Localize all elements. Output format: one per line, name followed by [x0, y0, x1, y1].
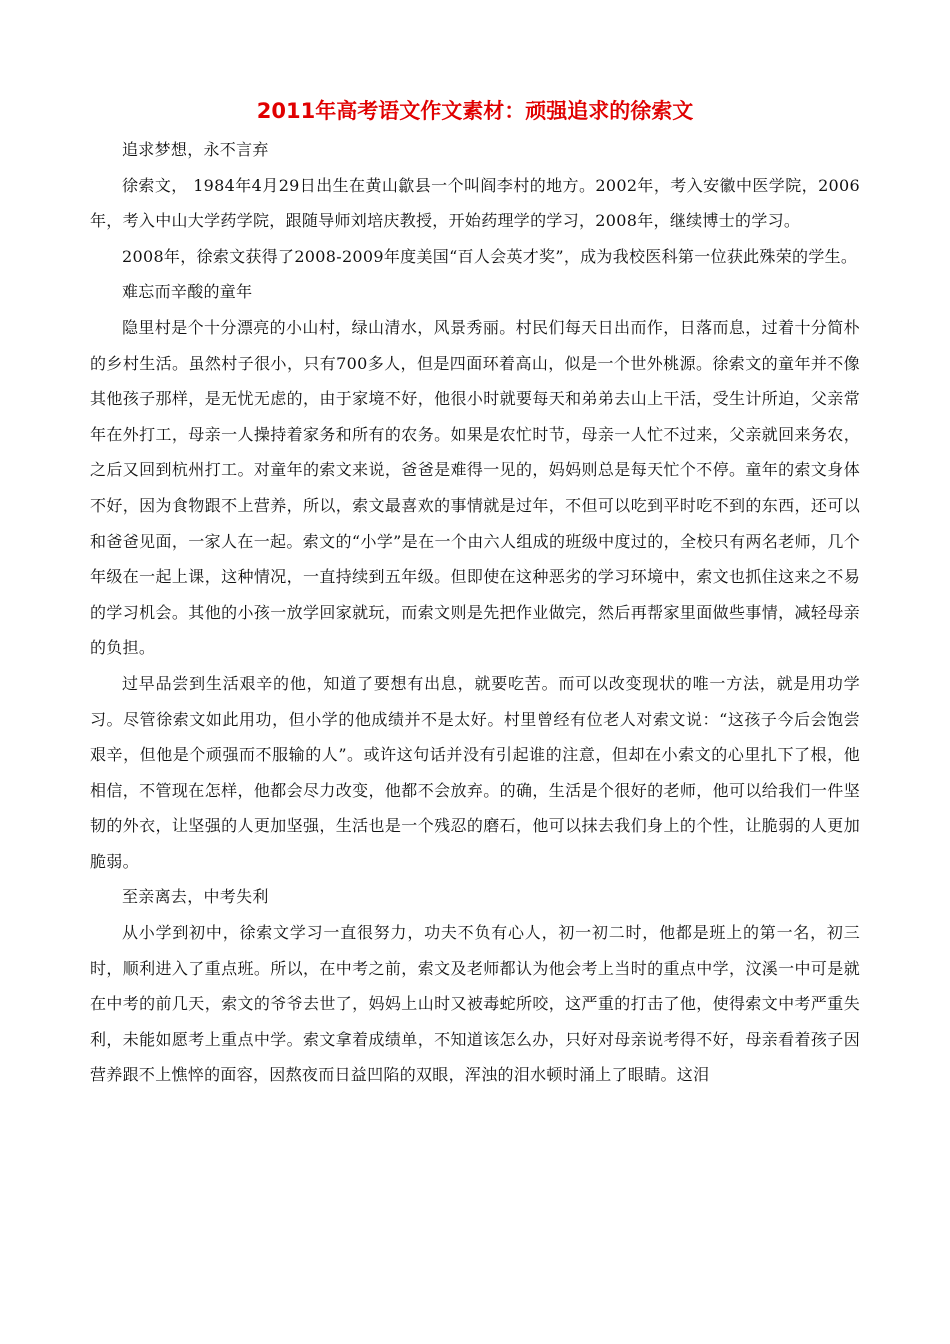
paragraph: 隐里村是个十分漂亮的小山村，绿山清水，风景秀丽。村民们每天日出而作，日落而息，过着十分简朴的乡村生活。虽然村子很小，只有700多人，但是四面环着高山，似是一个世外桃源。徐索文的童年并不像其他孩子那样，是无忧无虑的，由于家境不好，他很小时就要每天和弟弟去山上干活，受生计所迫，父亲常年在外打工，母亲一人操持着家务和所有的农务。如果是农忙时节，母亲一人忙不过来，父亲就回来务农，之后又回到杭州打工。对童年的索文来说，爸爸是难得一见的，妈妈则总是每天忙个不停。童年的索文身体不好，因为食物跟不上营养，所以，索文最喜欢的事情就是过年，不但可以吃到平时吃不到的东西，还可以和爸爸见面，一家人在一起。索文的“小学”是在一个由六人组成的班级中度过的，全校只有两名老师，几个年级在一起上课，这种情况，一直持续到五年级。但即使在这种恶劣的学习环境中，索文也抓住这来之不易的学习机会。其他的小孩一放学回家就玩，而索文则是先把作业做完，然后再帮家里面做些事情，减轻母亲的负担。 [90, 317, 860, 658]
paragraph: 2008年，徐索文获得了2008-2009年度美国“百人会英才奖”，成为我校医科第一位获此殊荣的学生。 [122, 246, 858, 266]
section-heading: 难忘而辛酸的童年 [122, 282, 253, 302]
paragraph: 从小学到初中，徐索文学习一直很努力，功夫不负有心人，初一初二时，他都是班上的第一名，初三时，顺利进入了重点班。所以，在中考之前，索文及老师都认为他会考上当时的重点中学，汶溪一中可是就在中考的前几天，索文的爷爷去世了，妈妈上山时又被毒蛇所咬，这严重的打击了他，使得索文中考严重失利，未能如愿考上重点中学。索文拿着成绩单，不知道该怎么办，只好对母亲说考得不好，母亲看着孩子因营养跟不上憔悴的面容，因熬夜而日益凹陷的双眼，浑浊的泪水顿时涌上了眼睛。这泪 [90, 923, 860, 1085]
section-heading: 追求梦想，永不言弃 [122, 140, 269, 159]
paragraph: 徐索文， 1984年4月29日出生在黄山歙县一个叫阎李村的地方。2002年，考入安徽中医学院，2006年，考入中山大学药学院，跟随导师刘培庆教授，开始药理学的学习，2008年，继续博士的学习。 [90, 175, 860, 231]
paragraph: 过早品尝到生活艰辛的他，知道了要想有出息，就要吃苦。而可以改变现状的唯一方法，就是用功学习。尽管徐索文如此用功，但小学的他成绩并不是太好。村里曾经有位老人对索文说：“这孩子今后会饱尝艰辛，但他是个顽强而不服输的人”。或许这句话并没有引起谁的注意，但却在小索文的心里扎下了根，他相信，不管现在怎样，他都会尽力改变，他都不会放弃。的确，生活是个很好的老师，他可以给我们一件坚韧的外衣，让坚强的人更加坚强，生活也是一个残忍的磨石，他可以抹去我们身上的个性，让脆弱的人更加脆弱。 [90, 673, 860, 871]
section-heading: 至亲离去，中考失利 [122, 887, 269, 907]
document-body [90, 132, 860, 1093]
document-title: 2011年高考语文作文素材：顽强追求的徐索文 [256, 99, 694, 123]
